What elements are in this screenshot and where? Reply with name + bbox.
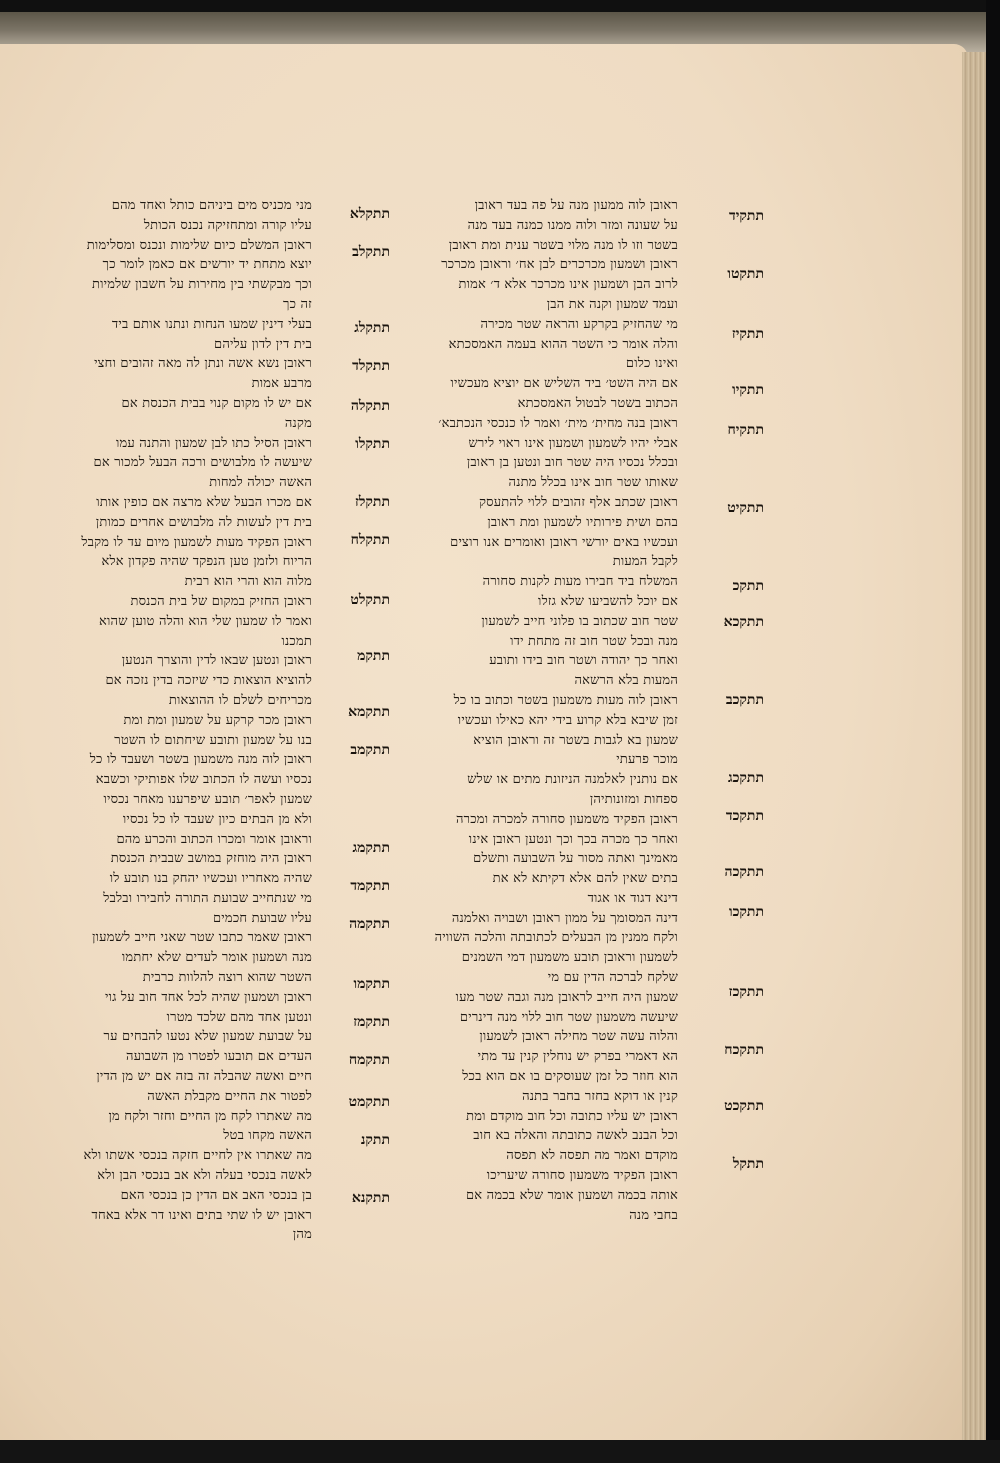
text-line: ראובן שאמר כתבו שטר שאני חייב לשמעון [92,930,312,946]
text-line: לקבל המעות [612,554,678,570]
text-line: ראובן הפקיד משמעון סחורה למכרה ומכרה [455,811,678,827]
text-line: הכתוב בשטר לבטול האמסכתא [517,395,678,411]
text-line: שמעון בא לגבות בשטר זה וראובן הוציא [473,732,678,748]
left-text-column [80,196,312,1245]
text-line: ראובן הסיל כתו לבן שמעון והתנה עמו [115,435,312,451]
text-line: שיעשה משמעון שטר חוב ללוי מנה דינרים [459,1009,678,1025]
text-line: האשה יכולה למחות [209,475,312,491]
text-line: ראובן הפקיד משמעון סחורה שיעריכו [486,1168,678,1184]
section-label: תתקכט [724,1098,764,1114]
section-label: תתקמא [348,704,390,720]
section-label: תתקלה [350,398,390,414]
text-line: ספחות ומזונותיהן [589,791,678,807]
text-line: ואחר כך מכרה בכך וכך ונטען ראובן אינו [468,831,678,847]
section-label: תתקנ [360,1132,390,1148]
text-line: בשטר וזו לו מנה מלוי בשטר ענית ומת ראובן [448,237,678,253]
text-line: ראובן הפקיד מעות לשמעון מיום עד לו מקבל [81,534,312,550]
text-line: לרוב הבן ושמעון אינו מכרכר אלא ד׳ אמות [458,277,678,293]
section-label: תתקכב [725,692,764,708]
text-line: מה שאתרו אין לחיים חזקה בנכסי אשתו ולא [83,1148,312,1164]
section-label: תתקיט [727,500,764,516]
text-line: אם מכרו הבעל שלא מרצה אם כופין אותו [96,494,312,510]
text-line: והלוה עשה שטר מחילה ראובן לשמעון [479,1029,678,1045]
text-line: ראובן נשא אשה ונתן לה מאה זהובים וחצי [94,356,312,372]
text-line: על שבועת שמעון שלא נטעו להבחים ער [103,1029,312,1045]
text-line: ואחר כך יהודה ושטר חוב בידו ותובע [489,653,678,669]
text-line: תמכנו [281,633,312,649]
text-line: ראובן יש לו שתי בתים ואינו דר אלא באחד [91,1207,312,1223]
text-line: מי שהחזיק בקרקע והראה שטר מכירה [480,316,678,332]
text-line: ראובן שכתב אלף זהובים ללוי להתעסק [478,494,678,510]
text-line: מי שנתחייב שבועת התורה לחבירו ובלבל [103,890,312,906]
text-line: על שעונה ומזר ולוה ממנו כמנה בעד מנה [467,217,678,233]
text-line: מקנה [284,415,312,431]
text-line: ראובן היה מוחזק במושב שבבית הכנסת [110,851,312,867]
text-line: קנין או דוקא בחזר בחבר בתנה [522,1088,678,1104]
section-label: תתקלא [349,206,390,222]
text-line: ונטען אחד מהם שלכד מטרו [166,1009,312,1025]
text-line: אם יש לו מקום קנוי בבית הכנסת אם [121,395,312,411]
section-label: תתקלט [350,592,390,608]
text-line: ראובן יש עליו כתובה וכל חוב מוקדם ומת [466,1108,678,1124]
text-line: אותה בכמה ושמעון אומר שלא בכמה אם [466,1187,678,1203]
text-line: הריוח ולזמן טען הנפקד שהיה פקדון אלא [101,554,312,570]
text-line: המעות בלא הרשאה [574,673,678,689]
text-line: והלה אומר כי השטר ההוא בעמה האמסכתא [448,336,678,352]
section-label: תתקלו [355,436,390,452]
text-line: הא דאמרי בפרק יש נוחלין קנין עד מתי [477,1049,678,1065]
text-line: ואינו כלום [625,356,678,372]
text-line: ולקח ממנין מן הבעלים לכתובתה והלכה השוויה [434,930,678,946]
scan-bottom-border [0,1440,1000,1463]
section-label: תתקכד [725,808,764,824]
text-line: ועכשיו באים יורשי ראובן ואומרים אנו רוצים [450,534,678,550]
text-line: בהם ושית פירותיו לשמעון ומת ראובן [487,514,678,530]
text-line: ולא מן הבתים כיון שעבד לו כל נכסיו [122,811,312,827]
text-line: בחבי מנה [629,1207,678,1223]
scan-top-border [0,0,1000,12]
section-label: תתקכא [723,614,764,630]
text-line: מנה ושמעון אומר לעדים שלא יחתמו [121,950,312,966]
text-line: בית דין לדון עליהם [214,336,312,352]
text-line: מלוה הוא והרי הוא רבית [184,574,312,590]
text-line: שמעון היה חייב לראובן מנה וגבה שטר מעו [455,989,678,1005]
text-line: מכריחים לשלם לו ההוצאות [168,692,312,708]
section-label: תתקלד [352,358,390,374]
section-label: תתקמח [348,1052,390,1068]
text-line: שטר חוב שכתוב בו פלוני חייב לשמעון [481,613,678,629]
text-line: אם יוכל להשביעו שלא גזלו [538,593,678,609]
section-label: תתקלח [350,532,390,548]
text-line: מהן [292,1227,312,1243]
text-line: חיים ואשה שהבלה זה בזה אם יש מן הדין [96,1069,312,1085]
text-line: ובכלל נכסיו היה שטר חוב ונטען בן ראובן [466,455,678,471]
section-label: תתקכו [729,904,764,920]
text-line: עליו קורה ומתחזיקה נכנס הכותל [143,217,312,233]
text-line: עליו שבועת חכמים [213,910,312,926]
text-line: וכך מבקשתי בין מחירות על חשבון שלמיות [91,277,312,293]
text-line: המשלח ביד חבירו מעות לקנות סחורה [482,574,678,590]
text-line: בנו על שמעון ותובע שיחתום לו השטר [114,732,312,748]
text-line: נכסיו ועשה לו הכתוב שלו אפותיקי וכשבא [95,772,312,788]
text-line: שאותו שטר חוב אינו בכלל מתנה [508,475,678,491]
text-line: מרבע אמות [251,376,312,392]
section-label: תתקלז [354,494,390,510]
text-line: שמעון לאפר׳ תובע שיפרענו מאחר נכסיו [103,791,312,807]
section-label: תתקל [732,1156,764,1172]
right-text-column [420,196,678,1225]
text-line: דינה המסומך על ממון ראובן ושבויה ואלמנה [451,910,678,926]
text-line: ואמר לו שמעון שלי הוא והלה טוען שהוא [99,613,312,629]
section-label: תתקכג [727,770,764,786]
text-line: מנה ובכל שטר חוב זה מתחת ידו [510,633,678,649]
text-line: הוא חוזר כל זמן שעוסקים בו אם הוא בכל [462,1069,678,1085]
text-line: השטר שהוא רוצה להלוות כרבית [142,970,312,986]
section-label: תתקלג [354,320,390,336]
text-line: מאמינך ואתה מסור על השבועה ותשלם [473,851,678,867]
section-label: תתקמז [353,1014,390,1030]
text-line: אם היה השט׳ ביד השליש אם יוציא מעכשיו [450,376,678,392]
text-line: לשמעון וראובן תובע משמעון דמי השמנים [461,950,678,966]
text-line: ראובן לוה מנה משמעון בשטר ושעבד לו כל [89,752,312,768]
text-line: לפטור את החיים מקבלת האשה [147,1088,312,1104]
text-line: ראובן בנה מחית׳ מית׳ ואמר לו כנכסי הנכתבא׳ [438,415,678,431]
section-label: תתקכה [724,864,764,880]
text-line: העדים אם תובעו לפטרו מן השבועה [126,1049,312,1065]
text-line: שלקח לברכה הדין עם מי [547,970,678,986]
section-label: תתקמט [348,1094,390,1110]
text-line: ועמד שמעון וקנה את הבן [546,296,678,312]
section-label: תתקנא [351,1190,390,1206]
text-line: בעלי דינין שמעו הנחות ונתנו אותם ביד [111,316,312,332]
section-label: תתקיד [729,208,764,224]
text-line: ראובן ושמעון שהיה לכל אחד חוב על גוי [104,989,312,1005]
section-label: תתקכז [728,984,764,1000]
text-line: ראובן המשלם כיום שלימות ונכנס ומסלימות [86,237,312,253]
text-line: להוציא הוצאות כדי שיזכה בדין נזכה אם [105,673,312,689]
text-line: שהיה מאחריו ועכשיו יהחק בנו תובע לו [109,871,312,887]
text-line: בן בנכסי האב אם הדין כן בנכסי האם [120,1187,312,1203]
section-label: תתקיז [731,326,764,342]
text-line: ראובן החזיק במקום של בית הכנסת [130,593,312,609]
text-line: שיעשה לו מלבושים ורכה הבעל למכור אם [93,455,312,471]
text-line: מה שאתרו לקח מן החיים וחזר ולקח מן [108,1108,312,1124]
text-line: בתים שאין להם אלא דקיתא לא את [492,871,678,887]
section-label: תתקטו [727,266,764,282]
section-label: תתקמה [349,916,390,932]
text-line: ראובן מכר קרקע על שמעון ומת ומת [123,712,312,728]
text-line: אבלי יהיו לשמעון ושמעון אינו ראוי לירש [468,435,678,451]
text-line: מוכר פרעתי [616,752,678,768]
text-line: האשה מקחו בטל [223,1128,312,1144]
text-line: מוקדם ואמר מה תפסה לא תפסה [506,1148,678,1164]
text-line: ראובן ונטען שבאו לדין והוצרך הנטען [121,653,312,669]
section-label: תתקלב [352,244,390,260]
text-line: וכל הבנב לאשה כתובתה והאלה בא חוב [473,1128,678,1144]
text-line: יוצא מתחת יד יורשים אם כאמן לומר כך [102,257,312,273]
section-label: תתקמו [353,976,390,992]
section-label: תתקיח [727,422,764,438]
text-line: ראובן ושמעון מכרכרים לבן אח׳ וראובן מכרכר [441,257,678,273]
section-label: תתקיו [732,382,764,398]
section-label: תתקכח [724,1042,764,1058]
text-line: ראובן לוה מעות משמעון בשטר וכתוב בו כל [453,692,678,708]
text-line: דינא דגוד או אגוד [587,890,678,906]
section-label: תתקכ [732,578,764,594]
text-line: וראובן אומר ומכרו הכתוב והכרע מהם [116,831,312,847]
section-label: תתקמ [357,648,390,664]
text-line: זה כך [283,296,312,312]
text-line: בית דין לעשות לה מלבושים אחרים כמותן [95,514,312,530]
text-line: ראובן לוה ממעון מנה על פה בעד ראובן [474,198,678,213]
text-line: מני מכניס מים ביניהם כותל ואחד מהם [111,198,312,213]
section-label: תתקמד [350,878,390,894]
text-line: לאשה בנכסי בעלה ולא אב בנכסי הבן ולא [97,1168,312,1184]
scan-right-border [986,0,1000,1463]
text-line: זמן שיבא בלא קרוע בידי יהא כאילו ועכשיו [457,712,678,728]
section-label: תתקמב [350,742,390,758]
section-label: תתקמג [352,840,390,856]
page-fore-edge [962,52,986,1440]
text-line: אם נותנין לאלמנה הניזונת מתים או שלש [467,772,678,788]
